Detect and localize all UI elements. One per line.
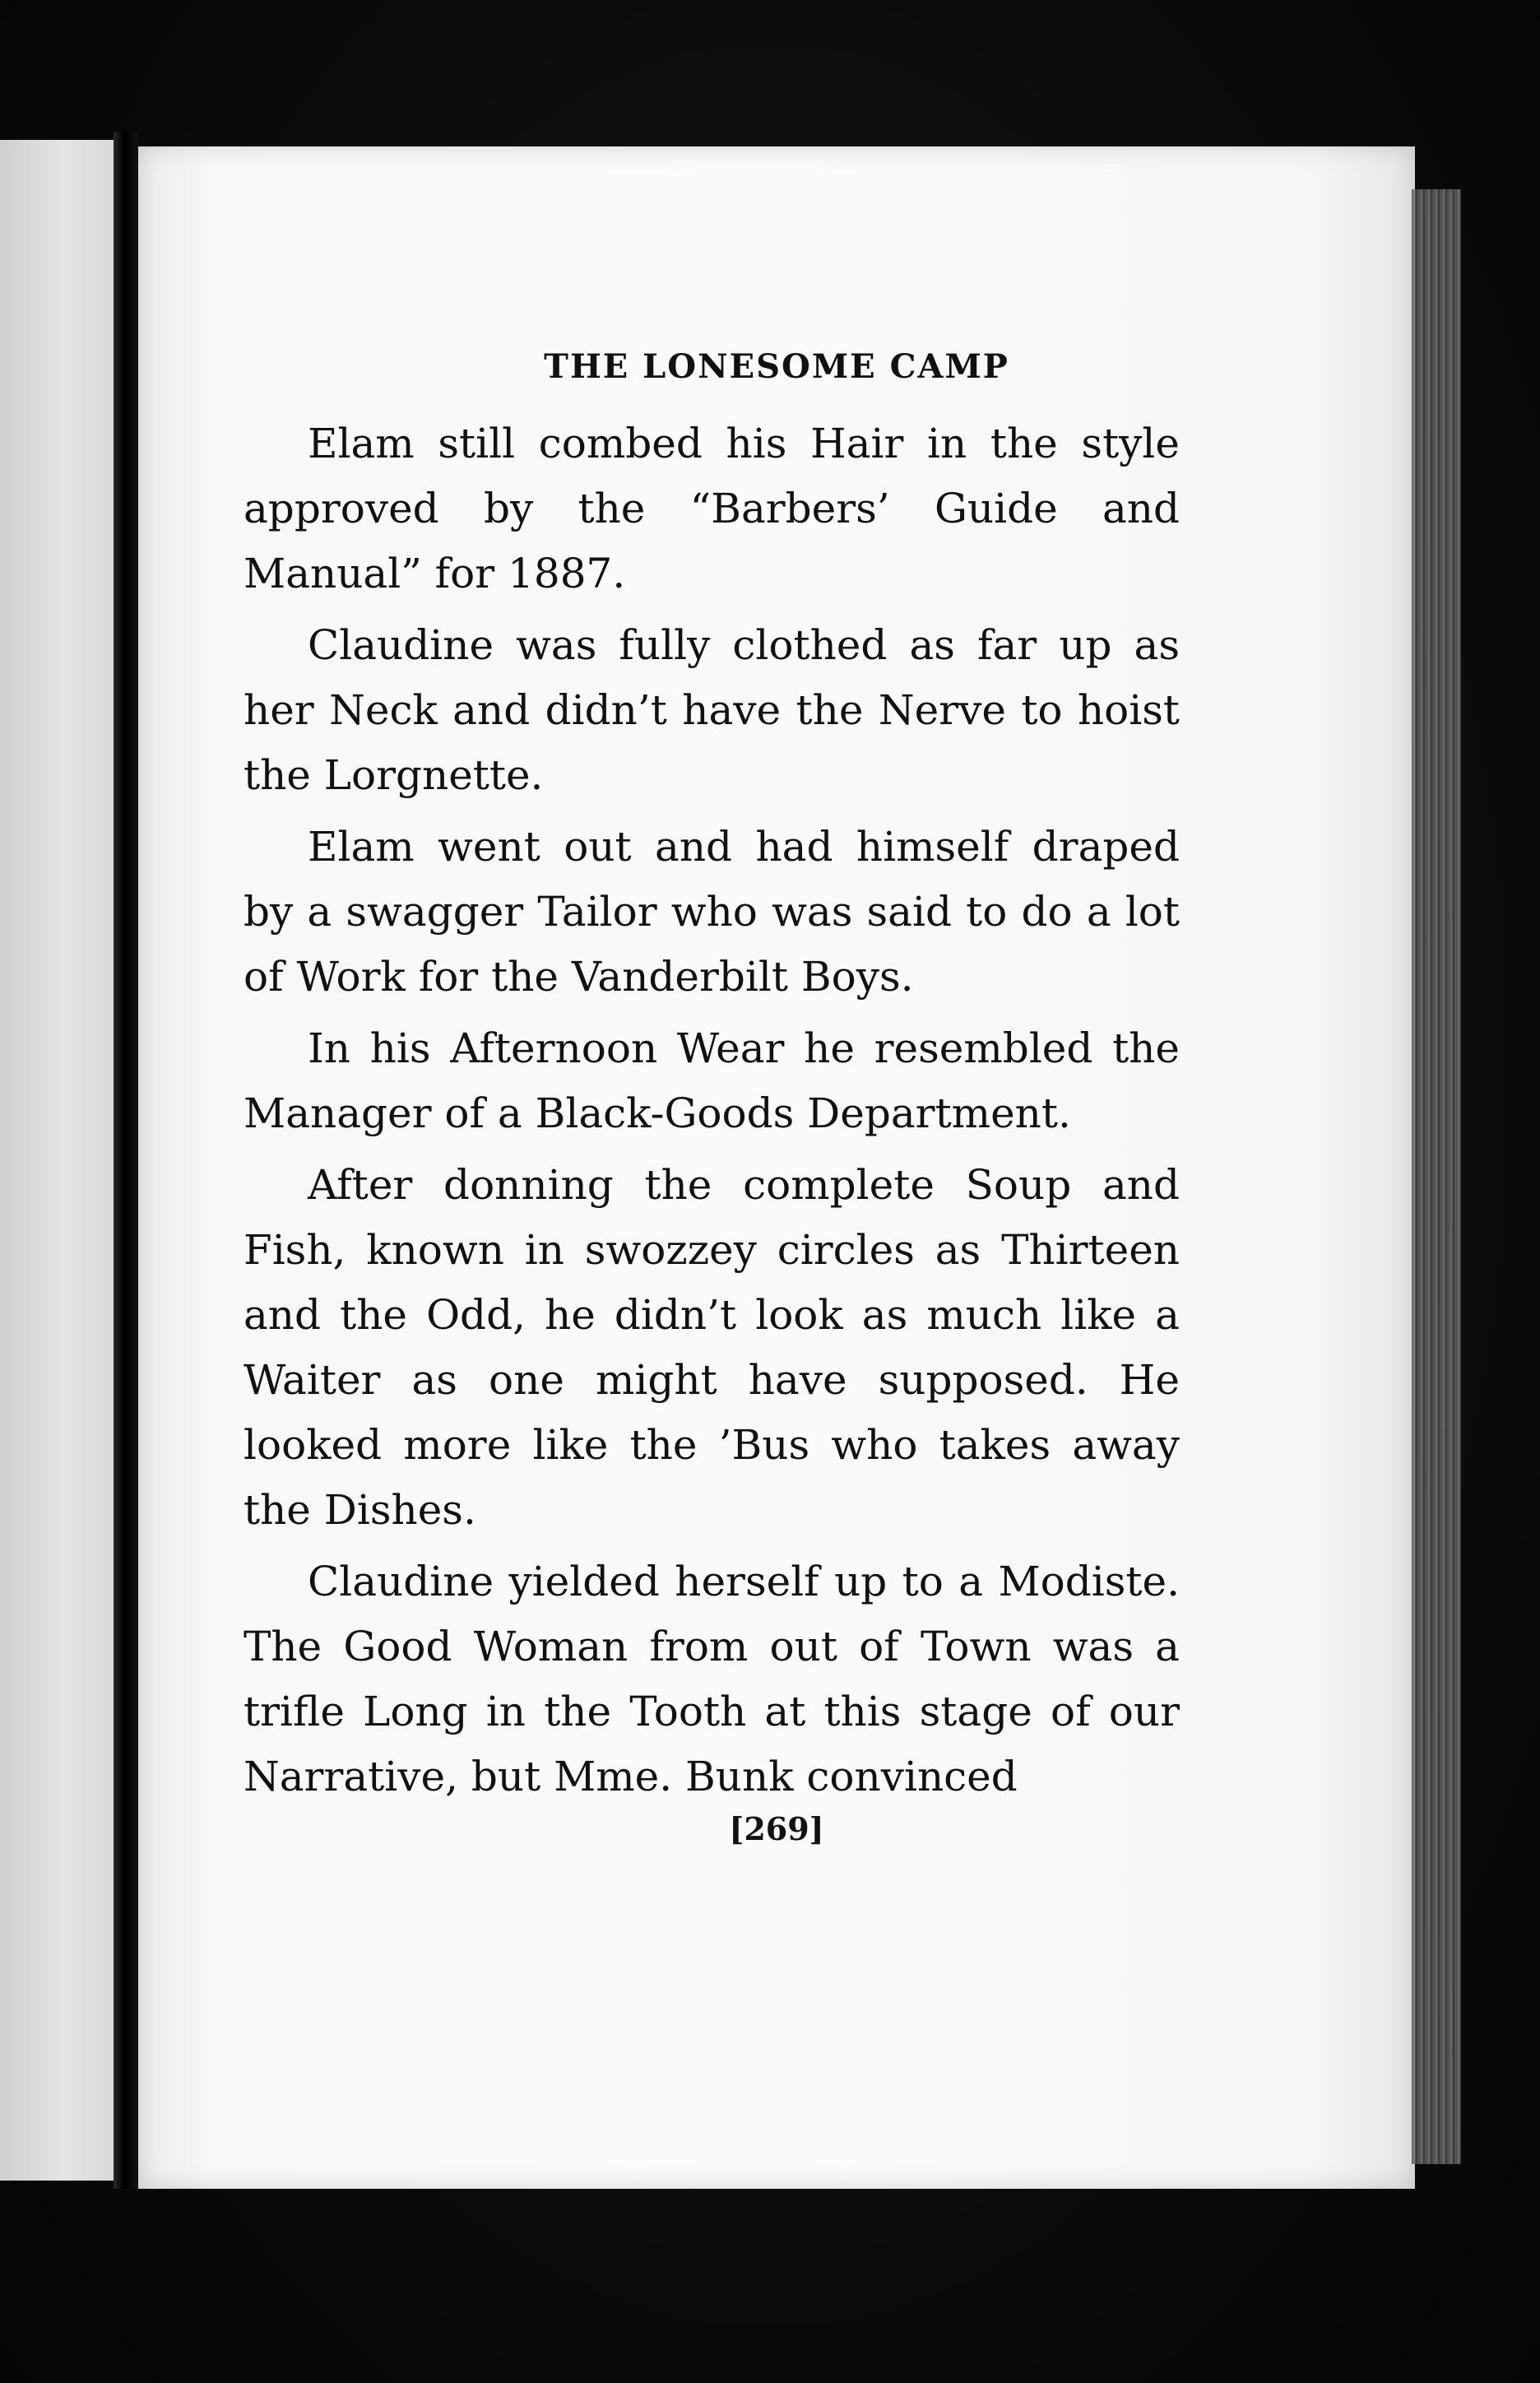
paragraph: In his Afternoon Wear he resembled the Manager of a Black-Goods Department. <box>244 1024 1180 1137</box>
running-head: THE LONESOME CAMP <box>544 347 1009 386</box>
paragraph: Elam still combed his Hair in the style approved by the “Barbers’ Guide and Manual” for 1887. <box>244 420 1180 597</box>
body-text <box>244 411 1180 1816</box>
paragraph: Elam went out and had himself draped by a swagger Tailor who was said to do a lot of Work for the Vanderbilt Boys. <box>244 823 1180 1001</box>
page-edge <box>1412 189 1461 2164</box>
page-number: [269] <box>729 1810 824 1847</box>
paragraph: After donning the complete Soup and Fish, known in swozzey circles as Thirteen and the Odd, he didn’t look as much like a Waiter as one might have supposed. He looked more like the ’Bus who takes away the Dishes. <box>244 1161 1180 1534</box>
facing-page <box>0 140 114 2181</box>
paragraph: Claudine was fully clothed as far up as her Neck and didn’t have the Nerve to hoist the Lorgnette. <box>244 621 1180 799</box>
paragraph: Claudine yielded herself up to a Modiste. The Good Woman from out of Town was a trifle Long in the Tooth at this stage of our Narrative, but Mme. Bunk convinced <box>244 1558 1180 1800</box>
book-gutter <box>114 132 138 2189</box>
